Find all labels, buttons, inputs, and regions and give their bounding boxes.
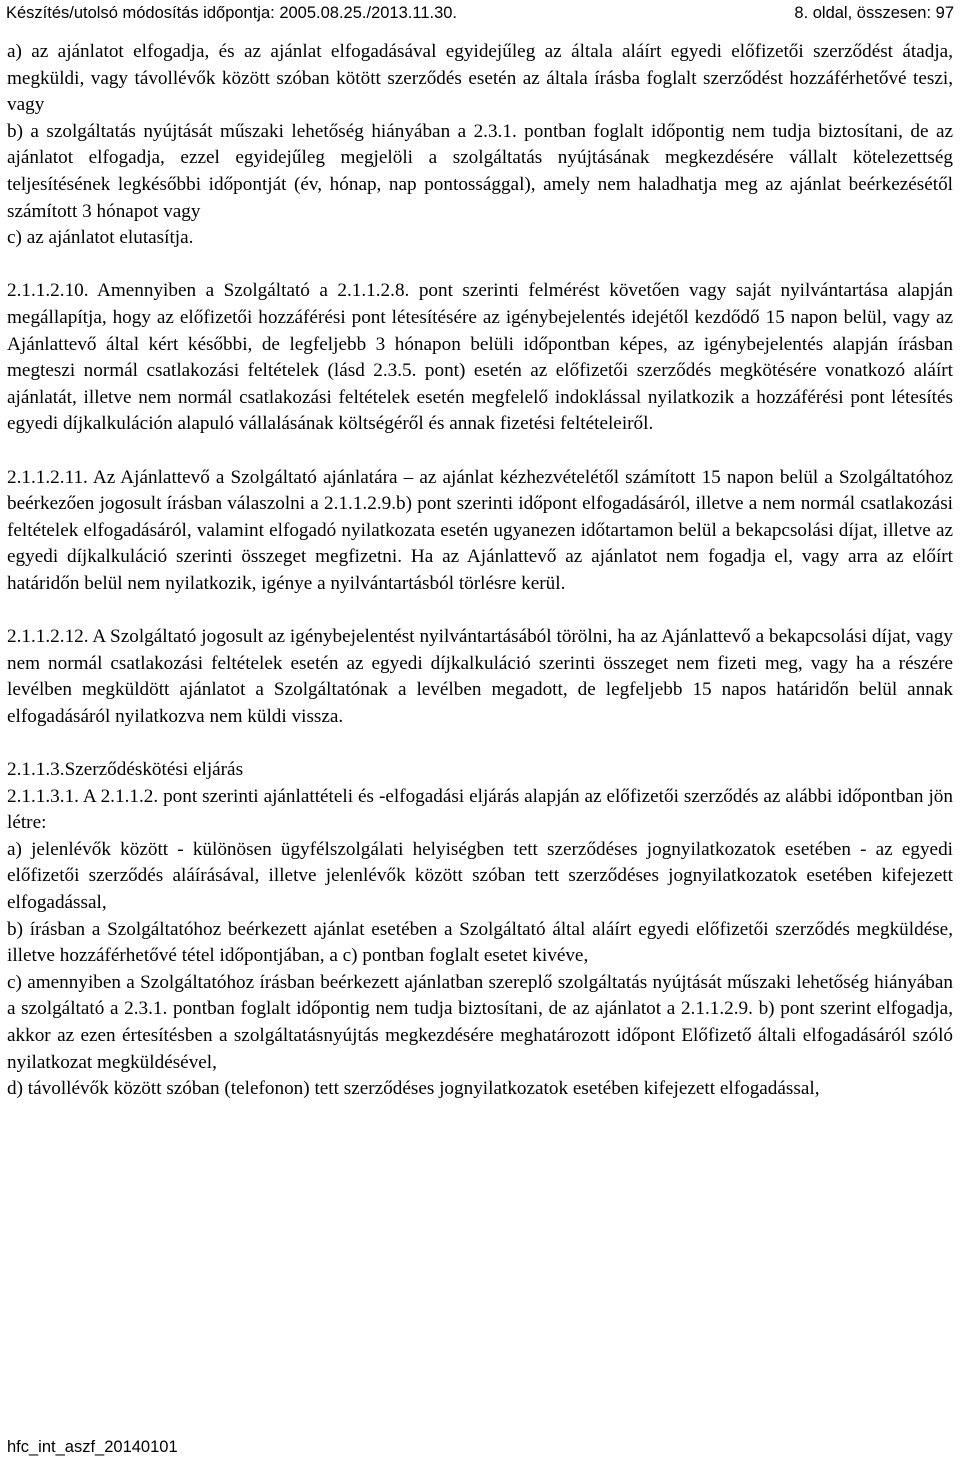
paragraph-item-b: b) a szolgáltatás nyújtását műszaki lehetőség hiányában a 2.3.1. pontban foglalt időpontig nem tudja biztosítani, de az ajánlatot elfogadja, ezzel egyidejűleg megjelöli a szolgáltatás nyújtásának megkezdésére vállalt kötelezettség teljesítésének legkésőbbi időpontját (év, hónap, nap pontossággal), amely nem haladhatja meg az ajánlat beérkezésétől számított 3 hónapot vagy: [7, 120, 953, 222]
page-header: [6, 0, 954, 26]
paragraph-2-1-1-3-1: 2.1.1.3.1. A 2.1.1.2. pont szerinti ajánlattételi és -elfogadási eljárás alapján az előfizetői szerződés az alábbi időpontban jön létre:: [7, 785, 953, 834]
paragraph-item-a: a) az ajánlatot elfogadja, és az ajánlat elfogadásával egyidejűleg az általa aláírt egyedi előfizetői szerződést átadja, megküldi, vagy távollévők között szóban kötött szerződés esetén az általa írásba foglalt szerződést hozzáférhetővé teszi, vagy: [7, 41, 953, 116]
paragraph-2-1-1-2-10: 2.1.1.2.10. Amennyiben a Szolgáltató a 2.1.1.2.8. pont szerinti felmérést követően vagy saját nyilvántartása alapján megállapítja, hogy az előfizetői hozzáférési pont létesítésére az igénybejelentés idejétől kezdődő 15 napon belül, vagy az Ajánlattevő által kért későbbi, de legfeljebb 3 hónapon belüli időpontban képes, az igénybejelentés alapján írásban megteszi normál csatlakozási feltételek (lásd 2.3.5. pont) esetén az előfizetői szerződés megkötésére vonatkozó aláírt ajánlatát, illetve nem normál csatlakozási feltételek esetén megfelelő indoklással nyilatkozik a hozzáférési pont létesítés egyedi díjkalkuláción alapuló vállalásának költségéről és annak fizetési feltételeiről.: [7, 280, 953, 435]
section-heading: 2.1.1.3.Szerződéskötési eljárás: [7, 759, 244, 781]
page-footer: hfc_int_aszf_20140101: [7, 1438, 178, 1456]
header-page-counter: 8. oldal, összesen: 97: [794, 4, 954, 22]
paragraph-item-c: c) az ajánlatot elutasítja.: [7, 227, 194, 249]
header-timestamp: Készítés/utolsó módosítás időpontja: 2005.08.25./2013.11.30.: [6, 4, 458, 22]
paragraph-2-1-1-2-12: 2.1.1.2.12. A Szolgáltató jogosult az igénybejelentést nyilvántartásából törölni, ha az Ajánlattevő a bekapcsolási díjat, vagy nem normál csatlakozási feltételek esetén az egyedi díjkalkuláció szerinti összeget nem fizeti meg, vagy ha a részére levélben megküldött ajánlatot a Szolgáltatónak a levélben megadott, de legfeljebb 15 napos határidőn belül annak elfogadásáról nyilatkozva nem küldi vissza.: [7, 626, 953, 727]
document-body: [7, 39, 953, 1103]
list-item-d: d) távollévők között szóban (telefonon) tett szerződéses jognyilatkozatok esetében kifejezett elfogadással,: [7, 1078, 820, 1100]
paragraph-2-1-1-2-11: 2.1.1.2.11. Az Ajánlattevő a Szolgáltató ajánlatára – az ajánlat kézhezvételétől számított 15 napon belül a Szolgáltatóhoz beérkezően jogosult írásban válaszolni a 2.1.1.2.9.b) pont szerinti időpont elfogadásáról, illetve a nem normál csatlakozási feltételek elfogadásáról, valamint elfogadó nyilatkozata esetén ugyanezen időtartamon belül a bekapcsolási díjat, illetve az egyedi díjkalkuláció szerinti összeget megfizetni. Ha az Ajánlattevő az ajánlatot nem fogadja el, vagy arra az előírt határidőn belül nem nyilatkozik, igénye a nyilvántartásból törlésre kerül.: [7, 466, 953, 594]
list-item-b: b) írásban a Szolgáltatóhoz beérkezett ajánlat esetében a Szolgáltató által aláírt egyedi előfizetői szerződés megküldése, illetve hozzáférhetővé tétel időpontjában, a c) pontban foglalt esetet kivéve,: [7, 918, 953, 967]
list-item-c: c) amennyiben a Szolgáltatóhoz írásban beérkezett ajánlatban szereplő szolgáltatás nyújtását műszaki lehetőség hiányában a szolgáltató a 2.3.1. pontban foglalt időpontig nem tudja biztosítani, de az ajánlatot a 2.1.1.2.9. b) pont szerint elfogadja, akkor az ezen értesítésben a szolgáltatásnyújtás megkezdésére meghatározott időpont Előfizető általi elfogadásáról szóló nyilatkozat megküldésével,: [7, 971, 953, 1073]
list-item-a: a) jelenlévők között - különösen ügyfélszolgálati helyiségben tett szerződéses jognyilatkozatok esetében - az egyedi előfizetői szerződés aláírásával, illetve jelenlévők között szóban tett szerződéses jognyilatkozatok esetében kifejezett elfogadással,: [7, 838, 953, 913]
